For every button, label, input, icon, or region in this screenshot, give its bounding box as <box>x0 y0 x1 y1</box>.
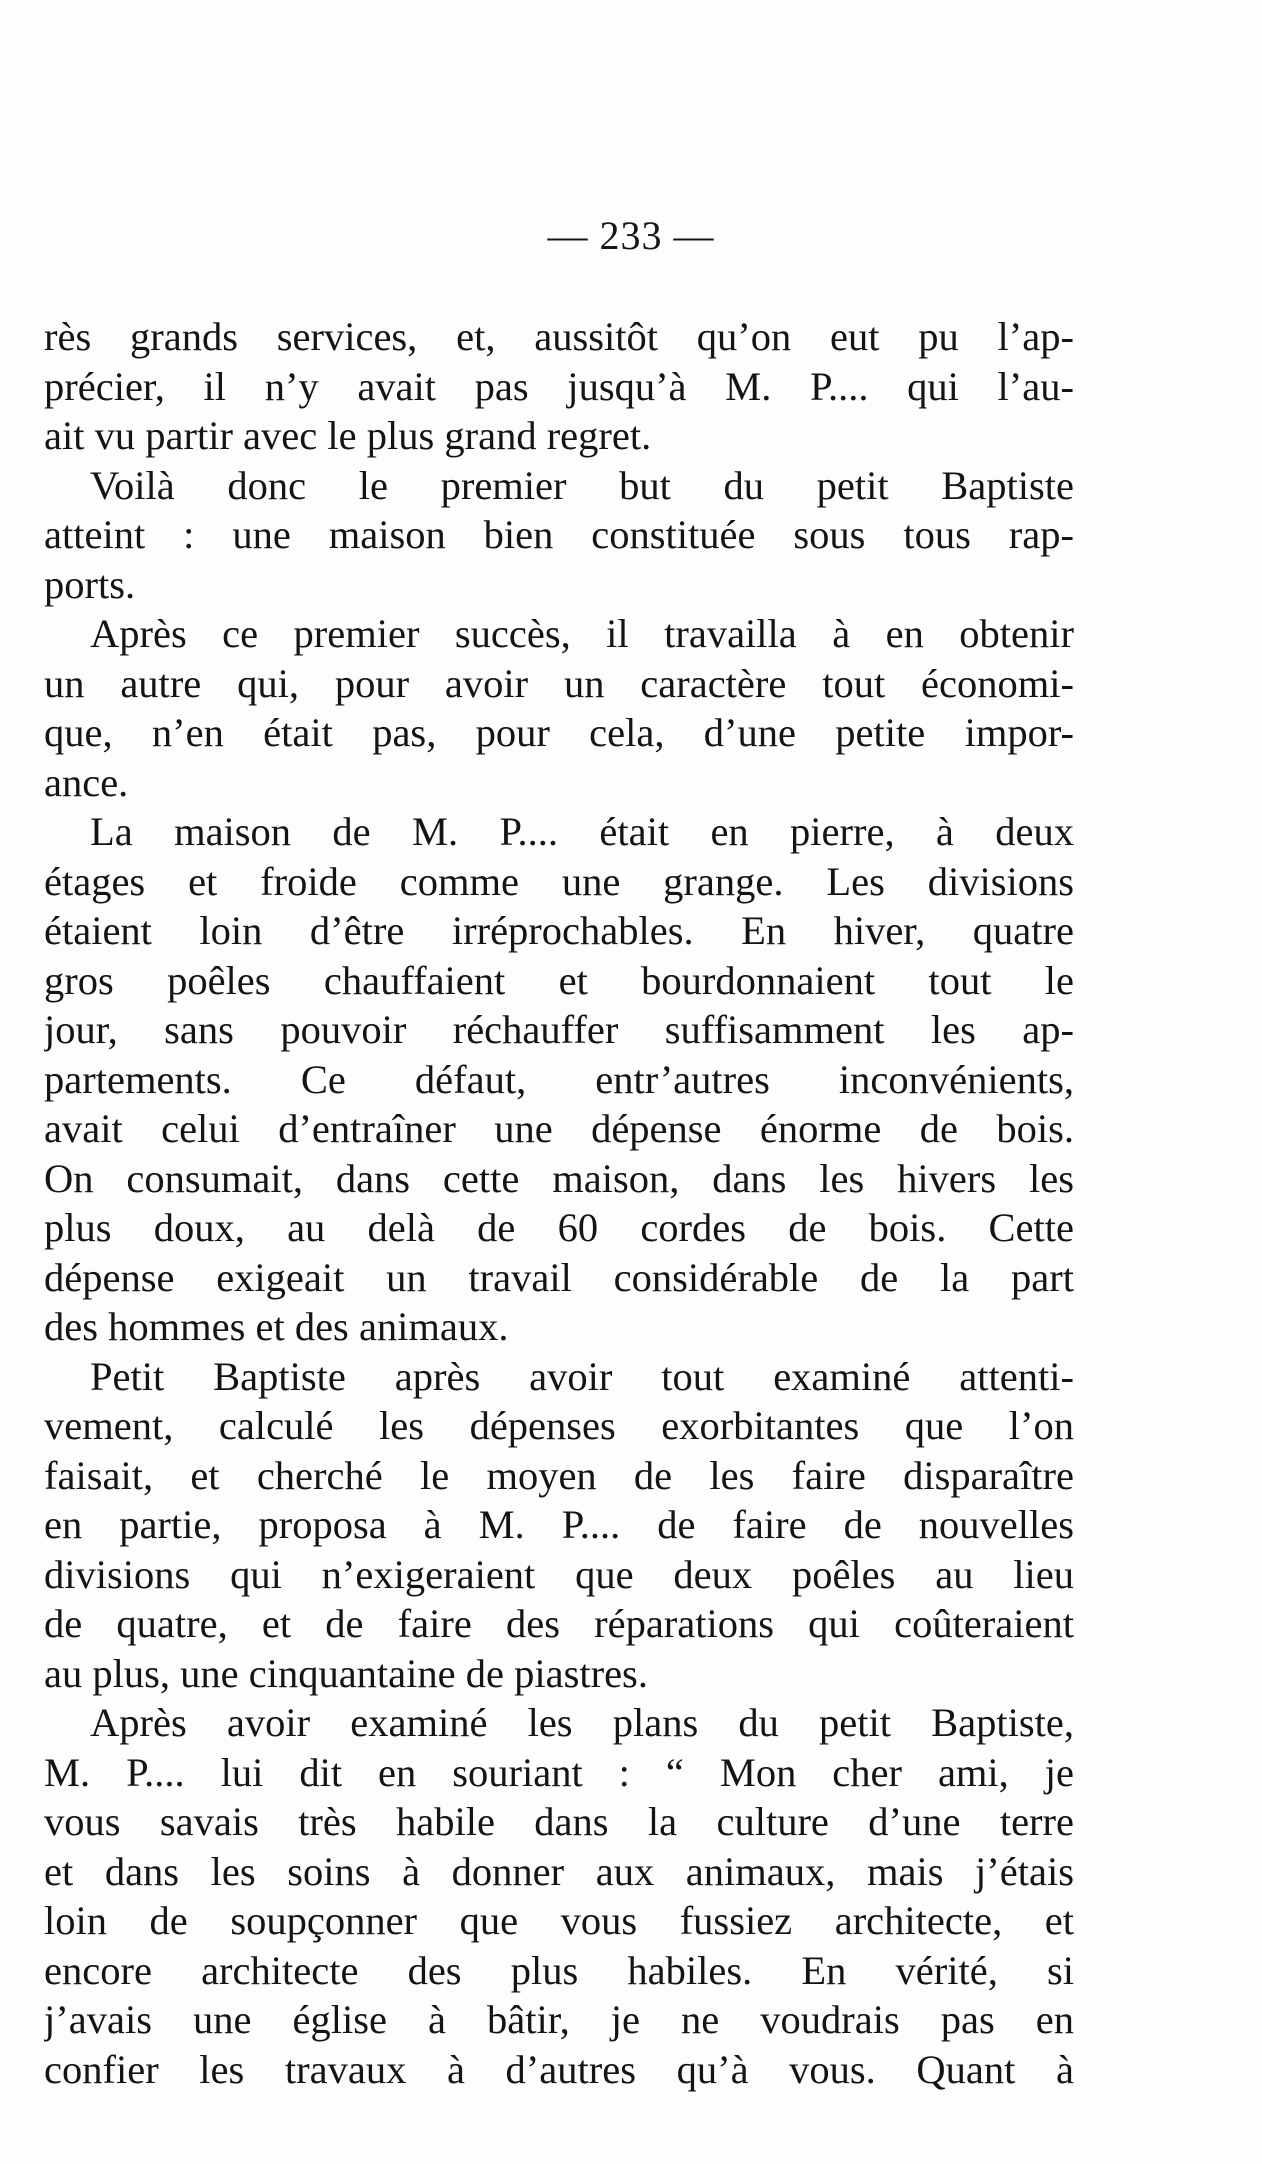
text-line: avait celui d’entraîner une dépense énorme de bois. <box>44 1106 1074 1151</box>
text-line: plus doux, au delà de 60 cordes de bois. Cette <box>44 1205 1074 1250</box>
text-line: M. P.... lui dit en souriant : “ Mon cher ami, je <box>44 1749 1074 1795</box>
text-line: un autre qui, pour avoir un caractère tout économi- <box>44 660 1074 706</box>
text-line: faisait, et cherché le moyen de les faire disparaître <box>44 1452 1074 1498</box>
text-line: jour, sans pouvoir réchauffer suffisamment les ap- <box>44 1007 1074 1052</box>
text-line: rès grands services, et, aussitôt qu’on eut pu l’ap- <box>44 314 1074 359</box>
text-line: vement, calculé les dépenses exorbitantes que l’on <box>44 1403 1074 1448</box>
text-line: de quatre, et de faire des réparations qui coûteraient <box>44 1601 1074 1646</box>
text-line: Petit Baptiste après avoir tout examiné attenti- <box>90 1353 1074 1399</box>
text-line: Voilà donc le premier but du petit Baptiste <box>90 462 1074 508</box>
text-line: vous savais très habile dans la culture d’une terre <box>44 1799 1074 1844</box>
text-line: que, n’en était pas, pour cela, d’une petite impor- <box>44 710 1074 755</box>
text-line: Après avoir examiné les plans du petit Baptiste, <box>90 1700 1074 1745</box>
text-line: étages et froide comme une grange. Les divisions <box>44 858 1074 904</box>
text-line: divisions qui n’exigeraient que deux poêles au lieu <box>44 1551 1074 1597</box>
text-line: étaient loin d’être irréprochables. En hiver, quatre <box>44 908 1074 953</box>
body-text <box>44 312 1074 2094</box>
text-line: j’avais une église à bâtir, je ne voudrais pas en <box>44 1997 1074 2042</box>
text-line: dépense exigeait un travail considérable de la part <box>44 1254 1074 1300</box>
text-line: gros poêles chauffaient et bourdonnaient tout le <box>44 957 1074 1003</box>
text-line: ance. <box>44 759 129 805</box>
text-line: en partie, proposa à M. P.... de faire de nouvelles <box>44 1502 1074 1547</box>
text-line: des hommes et des animaux. <box>44 1304 509 1349</box>
text-line: précier, il n’y avait pas jusqu’à M. P.... qui l’au- <box>44 363 1074 409</box>
text-line: loin de soupçonner que vous fussiez architecte, et <box>44 1898 1074 1943</box>
text-line: et dans les soins à donner aux animaux, mais j’étais <box>44 1848 1074 1894</box>
text-line: On consumait, dans cette maison, dans les hivers les <box>44 1155 1074 1201</box>
text-line: atteint : une maison bien constituée sous tous rap- <box>44 512 1074 557</box>
text-line: ports. <box>44 561 136 607</box>
text-line: Après ce premier succès, il travailla à en obtenir <box>90 611 1074 656</box>
text-line: au plus, une cinquantaine de piastres. <box>44 1650 648 1696</box>
text-line: partements. Ce défaut, entr’autres inconvénients, <box>44 1056 1074 1102</box>
text-line: confier les travaux à d’autres qu’à vous. Quant à <box>44 2046 1074 2092</box>
text-line: La maison de M. P.... était en pierre, à deux <box>90 809 1074 854</box>
text-line: ait vu partir avec le plus grand regret. <box>44 413 652 458</box>
page-number-header: — 233 — <box>547 213 715 258</box>
text-line: encore architecte des plus habiles. En vérité, si <box>44 1947 1074 1993</box>
